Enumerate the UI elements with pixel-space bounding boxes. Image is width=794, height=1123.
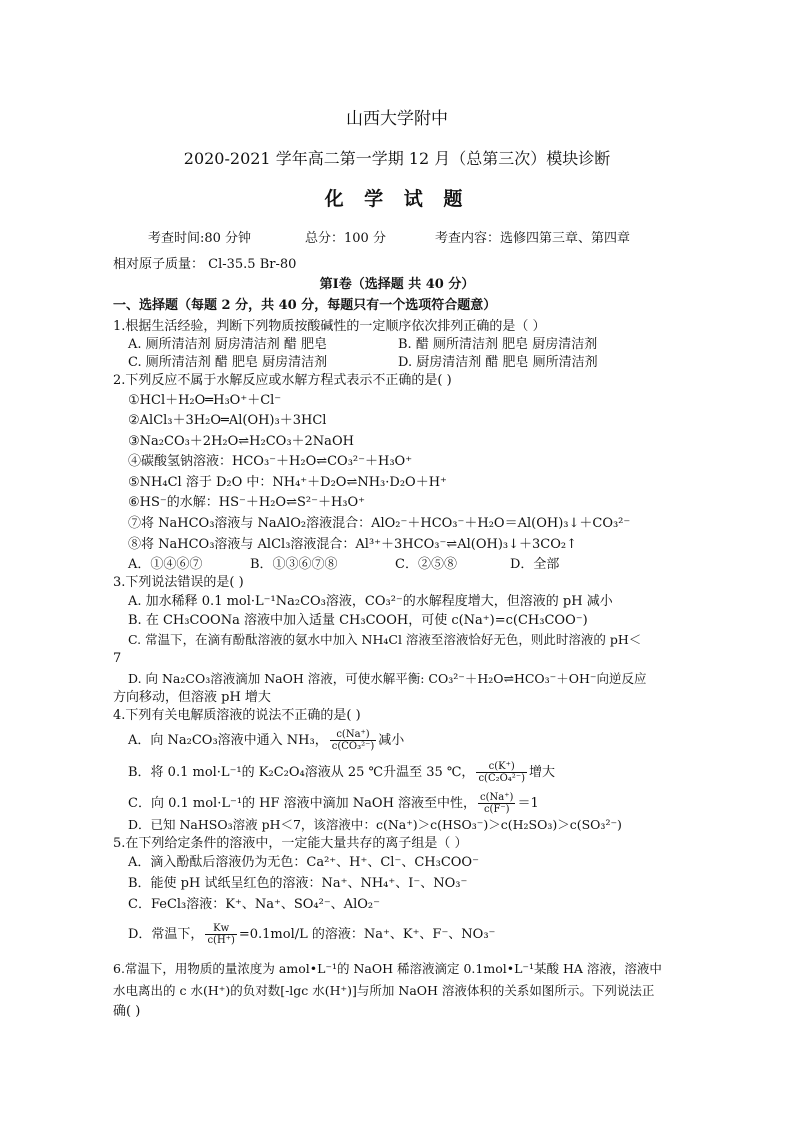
question-3-option-d: D. 向 Na₂CO₃溶液滴加 NaOH 溶液，可使水解平衡: CO₃²⁻＋H₂O⇌HCO₃⁻＋OH⁻向逆反应 bbox=[128, 671, 647, 686]
fraction-numerator: c(Na⁺) bbox=[330, 729, 377, 741]
question-1-option-b: B. 醋 厕所清洁剂 肥皂 厨房清洁剂 bbox=[398, 337, 598, 352]
fraction bbox=[330, 729, 377, 752]
fraction-denominator: c(CO₃²⁻) bbox=[331, 741, 375, 752]
option-d-text: D．常温下， bbox=[128, 927, 204, 942]
fraction-numerator: c(Na⁺) bbox=[480, 792, 514, 803]
question-2-item-4: ④碳酸氢钠溶液：HCO₃⁻＋H₂O⇌CO₃²⁻＋H₃O⁺ bbox=[128, 454, 413, 469]
question-2-item-3: ③Na₂CO₃＋2H₂O⇌H₂CO₃＋2NaOH bbox=[128, 434, 354, 449]
part-one-title: 第Ⅰ卷（选择题 共 40 分） bbox=[319, 277, 475, 292]
question-5-option-c: C．FeCl₃溶液：K⁺、Na⁺、SO₄²⁻、AlO₂⁻ bbox=[128, 897, 380, 912]
option-a-suffix: 减小 bbox=[378, 733, 405, 748]
question-4-stem: 4.下列有关电解质溶液的说法不正确的是( ) bbox=[113, 708, 361, 723]
fraction-numerator: Kw bbox=[205, 923, 236, 935]
question-2-option-a: A．①④⑥⑦ bbox=[128, 557, 203, 572]
option-c-text: C．向 0.1 mol·L⁻¹的 HF 溶液中滴加 NaOH 溶液至中性， bbox=[128, 796, 477, 811]
question-5-option-b: B．能使 pH 试纸呈红色的溶液：Na⁺、NH₄⁺、I⁻、NO₃⁻ bbox=[128, 876, 468, 891]
question-6-line-3: 确( ) bbox=[113, 1004, 141, 1019]
question-4-option-b bbox=[128, 760, 555, 786]
question-2-item-1: ①HCl＋H₂O═H₃O⁺＋Cl⁻ bbox=[128, 393, 282, 408]
question-4-option-c bbox=[128, 791, 539, 817]
question-3-option-c: C. 常温下，在滴有酚酞溶液的氨水中加入 NH₄Cl 溶液至溶液恰好无色，则此时溶液的 pH＜ bbox=[128, 632, 642, 647]
fraction-denominator: c(C₂O₄²⁻) bbox=[478, 773, 525, 784]
question-6-line-2: 水电离出的 c 水(H⁺)的负对数[-lgc 水(H⁺)]与所加 NaOH 溶液体积的关系如图所示。下列说法正 bbox=[113, 983, 655, 998]
question-2-item-8: ⑧将 NaHCO₃溶液与 AlCl₃溶液混合：Al³⁺＋3HCO₃⁻⇌Al(OH)₃↓＋3CO₂↑ bbox=[128, 537, 577, 552]
question-3-option-a: A. 加水稀释 0.1 mol·L⁻¹Na₂CO₃溶液，CO₃²⁻的水解程度增大，但溶液的 pH 减小 bbox=[128, 594, 613, 609]
total-score: 总分：100 分 bbox=[305, 231, 386, 246]
atomic-mass: 相对原子质量： Cl-35.5 Br-80 bbox=[113, 257, 297, 272]
question-2-item-6: ⑥HS⁻的水解：HS⁻＋H₂O⇌S²⁻＋H₃O⁺ bbox=[128, 495, 366, 510]
exam-content: 考查内容：选修四第三章、第四章 bbox=[435, 231, 631, 246]
question-5-option-a: A．滴入酚酞后溶液仍为无色：Ca²⁺、H⁺、Cl⁻、CH₃COO⁻ bbox=[128, 855, 479, 870]
question-6-line-1: 6.常温下，用物质的量浓度为 amol•L⁻¹的 NaOH 稀溶液滴定 0.1mol•L⁻¹某酸 HA 溶液，溶液中 bbox=[113, 961, 662, 976]
question-2-item-7: ⑦将 NaHCO₃溶液与 NaAlO₂溶液混合：AlO₂⁻＋HCO₃⁻＋H₂O＝Al(OH)₃↓＋CO₃²⁻ bbox=[128, 516, 631, 531]
question-2-item-2: ②AlCl₃＋3H₂O═Al(OH)₃＋3HCl bbox=[128, 413, 327, 428]
fraction-denominator: c(H⁺) bbox=[207, 935, 235, 946]
school-name: 山西大学附中 bbox=[346, 109, 448, 129]
fraction-denominator: c(F⁻) bbox=[483, 804, 510, 815]
exam-time: 考查时间:80 分钟 bbox=[148, 231, 252, 246]
question-4-option-d: D．已知 NaHSO₃溶液 pH＜7，该溶液中：c(Na⁺)＞c(HSO₃⁻)＞c(H₂SO₃)＞c(SO₃²⁻) bbox=[128, 817, 622, 832]
fraction bbox=[476, 761, 527, 784]
question-1-option-d: D. 厨房清洁剂 醋 肥皂 厕所清洁剂 bbox=[398, 355, 598, 370]
exam-title: 2020-2021 学年高二第一学期 12 月（总第三次）模块诊断 bbox=[183, 149, 611, 168]
option-c-suffix: ＝1 bbox=[517, 796, 539, 811]
question-2-option-d: D．全部 bbox=[510, 557, 560, 572]
question-5-option-d bbox=[128, 922, 495, 948]
question-1-option-c: C. 厕所清洁剂 醋 肥皂 厨房清洁剂 bbox=[128, 355, 328, 370]
fraction bbox=[478, 792, 515, 815]
question-1-stem: 1.根据生活经验，判断下列物质按酸碱性的一定顺序依次排列正确的是（ ） bbox=[113, 319, 546, 334]
question-2-option-b: B．①③⑥⑦⑧ bbox=[250, 557, 338, 572]
question-2-item-5: ⑤NH₄Cl 溶于 D₂O 中：NH₄⁺＋D₂O⇌NH₃·D₂O＋H⁺ bbox=[128, 475, 447, 490]
question-4-option-a bbox=[128, 728, 404, 754]
question-3-option-d-cont: 方向移动，但溶液 pH 增大 bbox=[113, 690, 271, 705]
question-5-stem: 5.在下列给定条件的溶液中，一定能大量共存的离子组是（ ） bbox=[113, 836, 468, 851]
question-1-option-a: A. 厕所清洁剂 厨房清洁剂 醋 肥皂 bbox=[128, 337, 328, 352]
question-2-option-c: C．②⑤⑧ bbox=[395, 557, 457, 572]
question-3-option-b: B. 在 CH₃COONa 溶液中加入适量 CH₃COOH，可使 c(Na⁺)=c(CH₃COO⁻) bbox=[128, 613, 588, 628]
option-b-suffix: 增大 bbox=[529, 765, 556, 780]
option-d-suffix: =0.1mol/L 的溶液：Na⁺、K⁺、F⁻、NO₃⁻ bbox=[238, 927, 496, 942]
question-3-option-c-cont: 7 bbox=[113, 651, 122, 666]
option-a-text: A．向 Na₂CO₃溶液中通入 NH₃， bbox=[128, 733, 328, 748]
option-b-text: B．将 0.1 mol·L⁻¹的 K₂C₂O₄溶液从 25 ℃升温至 35 ℃， bbox=[128, 765, 475, 780]
fraction bbox=[205, 923, 236, 946]
question-2-stem: 2.下列反应不属于水解反应或水解方程式表示不正确的是( ) bbox=[113, 373, 452, 388]
question-3-stem: 3.下列说法错误的是( ) bbox=[113, 575, 244, 590]
fraction-numerator: c(K⁺) bbox=[476, 761, 527, 773]
section-heading: 一、选择题（每题 2 分，共 40 分，每题只有一个选项符合题意） bbox=[113, 298, 497, 313]
subject-title: 化 学 试 题 bbox=[324, 188, 470, 210]
